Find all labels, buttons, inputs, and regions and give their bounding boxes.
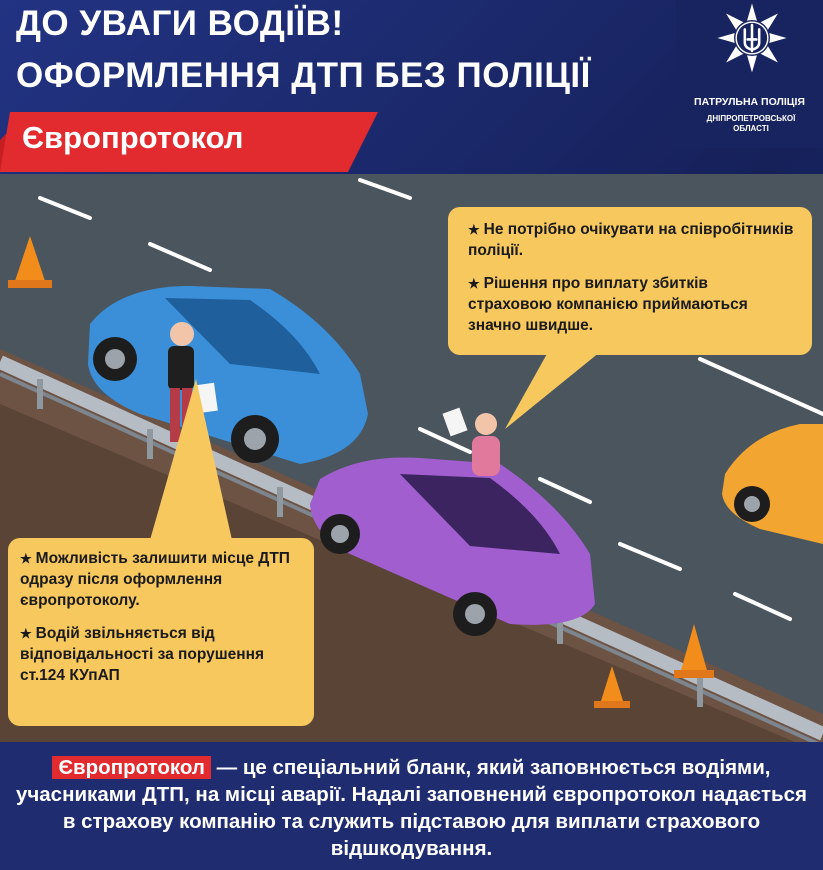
benefit-item <box>468 273 796 336</box>
patrol-police-logo <box>676 0 823 148</box>
police-region: ДНІПРОПЕТРОВСЬКОЇ ОБЛАСТІ <box>706 114 796 133</box>
star-icon: ★ <box>468 276 480 291</box>
star-icon: ★ <box>20 551 32 566</box>
benefit-text: Можливість залишити місце ДТП одразу після оформлення європротоколу. <box>20 550 290 609</box>
police-star-icon <box>716 2 788 74</box>
definition-body: — це спеціальний бланк, який заповнюється водіями, учасниками ДТП, на місці аварії. Надалі заповнений європротокол надається в страхову компанію та служить підставою для виплати страхового відшкодування. <box>15 756 808 860</box>
benefit-text: Рішення про виплату збитків страховою компанією приймаються значно швидше. <box>468 275 748 334</box>
europrotocol-label: Європротокол <box>22 120 244 155</box>
definition-footer <box>0 742 823 870</box>
police-name: ПАТРУЛЬНА ПОЛІЦІЯ <box>694 96 805 108</box>
benefit-item <box>20 623 304 686</box>
benefits-bubble-bottom <box>8 538 314 726</box>
benefit-text: Водій звільняється від відповідальності за порушення ст.124 КУпАП <box>20 625 265 684</box>
headline-line-1: ДО УВАГИ ВОДІЇВ! <box>16 4 344 43</box>
benefit-item <box>468 219 796 261</box>
headline-line-2: ОФОРМЛЕННЯ ДТП БЕЗ ПОЛІЦІЇ <box>16 56 591 95</box>
star-icon: ★ <box>20 626 32 641</box>
benefit-item <box>20 548 304 611</box>
star-icon: ★ <box>468 222 480 237</box>
benefit-text: Не потрібно очікувати на співробітників поліції. <box>468 221 794 259</box>
benefits-bubble-top <box>448 207 812 355</box>
definition-term: Європротокол <box>52 756 210 779</box>
definition-text <box>8 754 815 862</box>
